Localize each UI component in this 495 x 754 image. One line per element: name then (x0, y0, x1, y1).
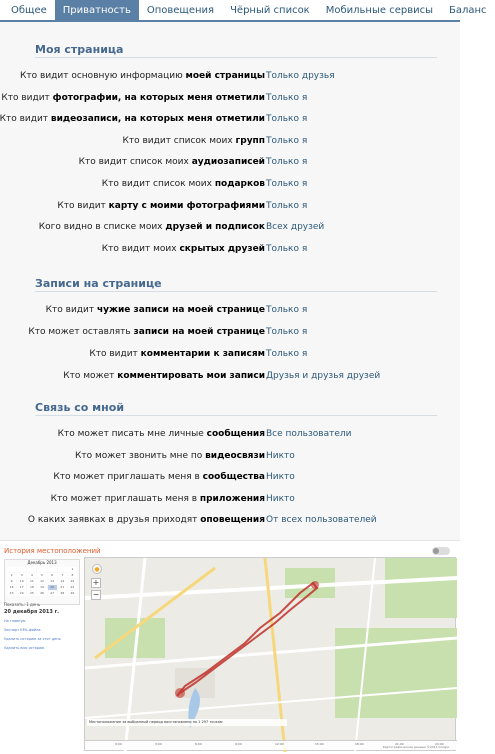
map-footer: Картографические данные ©2013 Google (382, 745, 449, 749)
setting-value-link[interactable]: Никто (266, 450, 295, 461)
setting-label-bold: карту с моими фотографиями (108, 200, 265, 211)
calendar-day[interactable]: 8 (68, 573, 77, 578)
calendar-day[interactable]: 11 (27, 579, 36, 584)
calendar-day[interactable]: 5 (37, 573, 46, 578)
calendar-day[interactable]: 12 (37, 579, 46, 584)
setting-row (35, 242, 437, 256)
timeline-tick: 9:00 (235, 742, 242, 746)
setting-label (63, 369, 265, 383)
setting-label-text: Кто видит (45, 305, 97, 315)
calendar-day[interactable]: 3 (17, 573, 26, 578)
setting-label-text: Кто видит (89, 349, 141, 359)
calendar-day[interactable]: 21 (58, 585, 67, 590)
setting-label-bold: групп (235, 135, 265, 146)
calendar-day[interactable]: 25 (27, 591, 36, 596)
history-link[interactable]: Удалить историю за этот день (4, 637, 61, 641)
setting-label-bold: сообщения (206, 429, 265, 439)
calendar-day[interactable]: 16 (7, 585, 16, 590)
timeline-tick: 12:00 (275, 742, 284, 746)
calendar-day[interactable] (27, 567, 36, 572)
zoom-in-icon[interactable]: + (92, 578, 100, 587)
calendar-day[interactable] (37, 567, 46, 572)
calendar-day[interactable]: 4 (27, 573, 36, 578)
history-title: История местоположений (4, 547, 101, 555)
history-link[interactable]: Удалить всю историю (4, 646, 45, 650)
setting-label (53, 470, 265, 484)
section-wall-posts (28, 276, 437, 381)
setting-label-text: Кто видит (0, 114, 51, 125)
setting-label (79, 155, 265, 169)
tab-1[interactable]: Приватность (55, 0, 139, 20)
setting-label (102, 242, 265, 256)
setting-label-bold: видеозаписи, на которых меня отметили (50, 114, 265, 125)
setting-value-link[interactable]: Только я (266, 179, 308, 189)
setting-row (35, 177, 437, 191)
setting-row (35, 347, 437, 361)
setting-label (102, 177, 265, 191)
setting-label (51, 492, 265, 506)
calendar-day[interactable]: 22 (68, 585, 77, 590)
zoom-out-icon[interactable]: − (92, 590, 100, 599)
timeline-tick: 21:00 (395, 742, 404, 746)
calendar-day[interactable]: 17 (17, 585, 26, 590)
setting-value-link[interactable]: Только я (266, 327, 308, 337)
setting-label-bold: аудиозаписей (191, 157, 265, 168)
section-contact-me (27, 400, 437, 526)
setting-value-link[interactable]: Только друзья (266, 71, 335, 81)
calendar-day[interactable]: 7 (58, 573, 67, 578)
setting-value-link[interactable]: Никто (266, 493, 295, 504)
section-my-page (0, 42, 437, 254)
setting-row (35, 449, 437, 463)
calendar-month: Декабрь 2013 (27, 560, 57, 565)
setting-row (35, 220, 437, 234)
setting-label-text: Кого видно в списке моих (38, 222, 166, 233)
setting-label-bold: сообщества (202, 472, 265, 483)
pegman-icon[interactable]: ● (92, 564, 102, 574)
setting-value-link[interactable]: Никто (266, 472, 295, 483)
setting-label-text: Кто может (63, 371, 118, 381)
tab-4[interactable]: Мобильные сервисы (325, 5, 433, 16)
timeline-tick: 6:00 (195, 742, 202, 746)
setting-label (28, 325, 265, 339)
setting-label (46, 303, 265, 317)
setting-row (20, 69, 437, 83)
setting-value-link[interactable]: Только я (266, 114, 308, 125)
setting-label-text: Кто видит моих (101, 243, 180, 254)
setting-value-link[interactable]: От всех пользователей (266, 515, 377, 526)
setting-label-text: Кто может писать мне личные (57, 429, 207, 439)
setting-label (0, 112, 265, 126)
setting-row (35, 134, 437, 148)
calendar-day[interactable]: 15 (68, 579, 77, 584)
setting-label (39, 220, 265, 234)
setting-value-link[interactable]: Только я (266, 243, 308, 254)
setting-label (122, 134, 265, 148)
calendar-grid (5, 566, 79, 597)
setting-label (58, 427, 265, 441)
calendar-day[interactable] (58, 567, 67, 572)
setting-label (28, 513, 265, 527)
setting-label-text: Кто видит список моих (101, 179, 215, 189)
setting-label-text: Кто может приглашать меня в (50, 493, 200, 504)
history-toggle[interactable] (432, 547, 450, 555)
setting-row (1, 91, 437, 105)
setting-label-bold: комментарии к записям (140, 349, 265, 359)
calendar-day[interactable]: 24 (17, 591, 26, 596)
section-title: Моя страница (35, 42, 437, 58)
timeline-tick: 15:00 (315, 742, 324, 746)
setting-label-text: О каких заявках в друзья приходят (27, 515, 201, 526)
timeline-tick: 24:00 (435, 742, 444, 746)
setting-label-bold: подарков (214, 179, 265, 189)
history-link[interactable]: Экспорт KML-файла (4, 628, 41, 632)
map-note: Местоположение за выбранный период восстановлено по 1 297 точкам (87, 719, 287, 726)
setting-value-link[interactable]: Только я (266, 349, 308, 359)
setting-label (57, 199, 265, 213)
setting-row (27, 513, 437, 527)
setting-label-text: Кто может звонить мне по (74, 450, 206, 461)
setting-label (20, 69, 265, 83)
setting-label-text: Кто видит основную информацию (20, 71, 186, 81)
setting-row (35, 199, 437, 213)
location-history-widget (0, 540, 460, 754)
calendar-day[interactable]: 18 (27, 585, 36, 590)
calendar-day[interactable]: 26 (37, 591, 46, 596)
section-title: Записи на странице (35, 276, 437, 292)
calendar-day[interactable]: 14 (58, 579, 67, 584)
setting-label-bold: комментировать мои записи (117, 371, 265, 381)
calendar-day[interactable]: 19 (37, 585, 46, 590)
calendar-day[interactable] (17, 567, 26, 572)
privacy-settings-panel (0, 22, 460, 540)
section-title: Связь со мной (35, 400, 437, 416)
setting-value-link[interactable]: Друзья и друзья друзей (266, 371, 381, 381)
setting-value-link[interactable]: Только я (266, 135, 308, 146)
setting-label (1, 91, 265, 105)
setting-label-bold: друзей и подписок (165, 222, 265, 233)
history-links (4, 617, 80, 653)
setting-row (0, 112, 437, 126)
timeline-tick: 18:00 (355, 742, 364, 746)
calendar-day[interactable]: 6 (48, 573, 57, 578)
setting-label-bold: записи на моей странице (133, 327, 265, 337)
setting-value-link[interactable]: Только я (266, 305, 308, 315)
tab-2[interactable]: Оповещения (146, 5, 215, 16)
calendar-day[interactable]: 2 (7, 573, 16, 578)
setting-row (35, 492, 437, 506)
setting-label-bold: приложения (199, 493, 265, 504)
tab-3[interactable]: Чёрный список (230, 5, 310, 16)
setting-label-bold: моей страницы (185, 71, 265, 81)
tab-0[interactable]: Общее (11, 5, 47, 16)
setting-label-bold: чужие записи на моей странице (96, 305, 265, 315)
setting-row (35, 427, 437, 441)
calendar-day[interactable]: 23 (7, 591, 16, 596)
setting-label-text: Кто видит (1, 92, 53, 103)
setting-row (35, 470, 437, 484)
timeline-tick: 3:00 (155, 742, 162, 746)
setting-label (75, 449, 265, 463)
calendar (4, 559, 80, 605)
setting-label-bold: оповещения (200, 515, 265, 526)
calendar-day[interactable] (7, 567, 16, 572)
period-select[interactable]: Показать: 1 день (4, 602, 41, 607)
setting-label-text: Кто видит список моих (122, 135, 236, 146)
setting-row (28, 325, 437, 339)
history-link[interactable]: На главную (4, 619, 26, 623)
calendar-day[interactable]: 10 (17, 579, 26, 584)
calendar-day[interactable]: 28 (58, 591, 67, 596)
calendar-day[interactable]: 27 (48, 591, 57, 596)
setting-label-bold: фотографии, на которых меня отметили (52, 92, 265, 103)
setting-label-text: Кто видит список моих (78, 157, 192, 168)
setting-label-text: Кто видит (57, 200, 109, 211)
setting-value-link[interactable]: Все пользователи (266, 429, 352, 439)
setting-value-link[interactable]: Всех друзей (266, 222, 325, 233)
location-map[interactable] (84, 557, 456, 751)
setting-value-link[interactable]: Только я (266, 200, 308, 211)
calendar-day[interactable]: 20 (48, 585, 57, 590)
calendar-day[interactable]: 9 (7, 579, 16, 584)
setting-label-bold: видеосвязи (205, 450, 265, 461)
selected-date: 20 декабря 2013 г. (4, 609, 60, 615)
calendar-day[interactable] (48, 567, 57, 572)
setting-row (35, 369, 437, 383)
setting-value-link[interactable]: Только я (266, 92, 308, 103)
setting-label-bold: скрытых друзей (179, 243, 265, 254)
tab-5[interactable]: Баланс (448, 5, 487, 16)
settings-tabs (0, 0, 487, 22)
setting-label-text: Кто может оставлять (28, 327, 134, 337)
timeline-tick: 0:00 (115, 742, 122, 746)
calendar-day[interactable]: 1 (68, 567, 77, 572)
calendar-day[interactable]: 13 (48, 579, 57, 584)
setting-label (89, 347, 265, 361)
setting-label-text: Кто может приглашать меня в (53, 472, 203, 483)
calendar-day[interactable]: 29 (68, 591, 77, 596)
setting-row (35, 155, 437, 169)
setting-row (35, 303, 437, 317)
setting-value-link[interactable]: Только я (266, 157, 308, 168)
